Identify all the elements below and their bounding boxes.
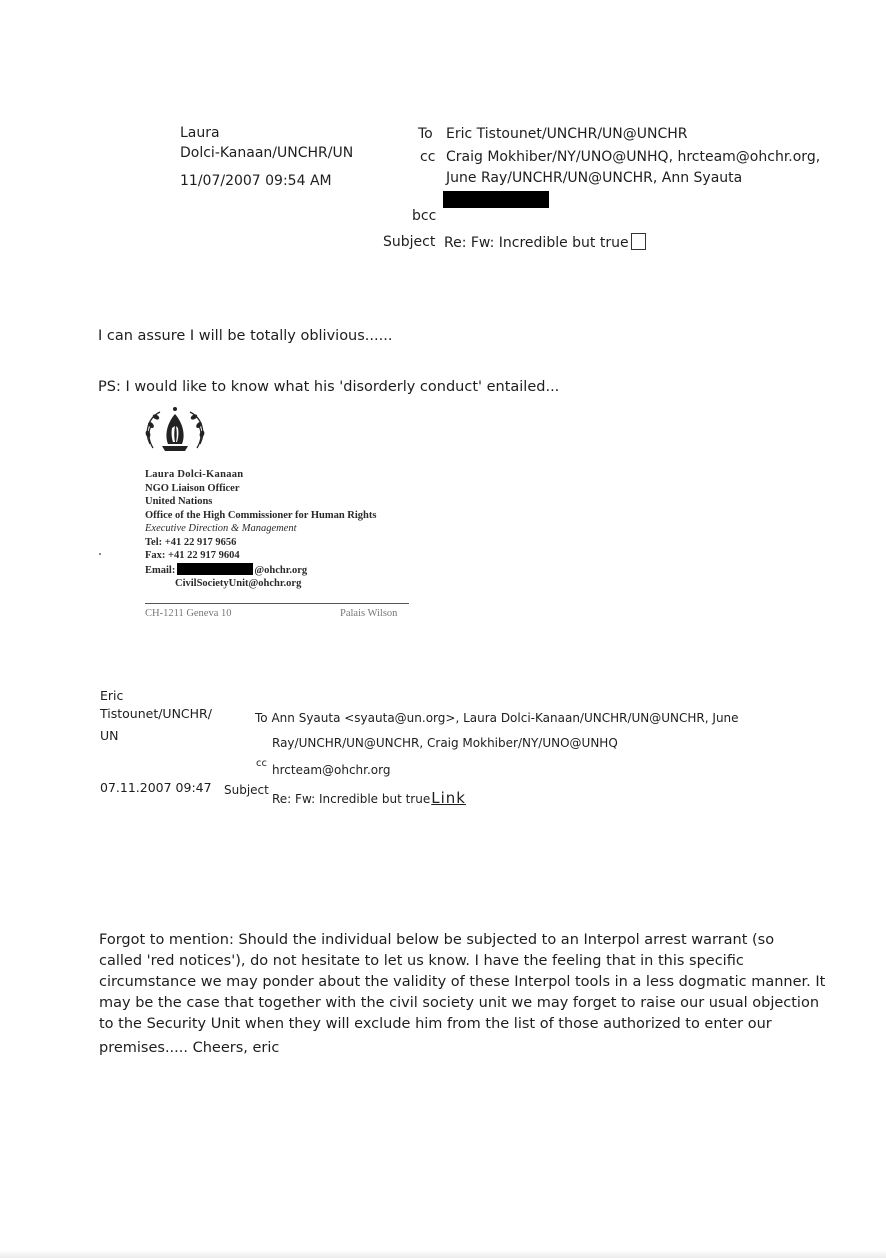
- signature-block: [145, 468, 376, 591]
- attachment-icon[interactable]: [631, 233, 646, 250]
- body2-line5: to the Security Unit when they will exclude him from the list of those authorized to enter our: [99, 1016, 772, 1032]
- subject-value-2: [272, 788, 466, 807]
- body-line-oblivious: I can assure I will be totally oblivious......: [98, 328, 393, 344]
- sent-date: 11/07/2007 09:54 AM: [180, 173, 332, 189]
- sig-tel: Tel: +41 22 917 9656: [145, 536, 237, 548]
- sent-date-2: 07.11.2007 09:47: [100, 780, 212, 795]
- sig-divider: [145, 603, 409, 604]
- to-label: To: [418, 126, 433, 142]
- link-text[interactable]: Link: [431, 789, 466, 807]
- cc-recipients-2: hrcteam@ohchr.org: [272, 763, 391, 777]
- page-speck: [99, 553, 101, 555]
- sig-civil-email: CivilSocietyUnit@ohchr.org: [175, 578, 302, 589]
- sig-fax: Fax: +41 22 917 9604: [145, 550, 240, 561]
- cc-label: cc: [420, 149, 436, 165]
- un-emblem-icon: [142, 404, 208, 456]
- sig-org: United Nations: [145, 496, 213, 507]
- bcc-label: bcc: [412, 208, 437, 224]
- body2-line2: called 'red notices'), do not hesitate to let us know. I have the feeling that in this specific: [99, 953, 744, 969]
- sig-title: NGO Liaison Officer: [145, 482, 240, 494]
- sig-division: Executive Direction & Management: [145, 523, 297, 534]
- sig-email-label: Email:: [145, 564, 176, 576]
- cc-label-2: cc: [256, 758, 267, 769]
- body2-line3: circumstance we may ponder about the validity of these Interpol tools in a less dogmatic manner. It: [99, 974, 826, 990]
- sender-name-line1: Laura: [180, 125, 220, 141]
- sender2-line2: Tistounet/UNCHR/: [100, 706, 212, 721]
- cc-recipients-line1: Craig Mokhiber/NY/UNO@UNHQ, hrcteam@ohchr.org,: [446, 149, 821, 165]
- sender-name-line2: Dolci-Kanaan/UNCHR/UN: [180, 145, 354, 161]
- body2-line4: may be the case that together with the civil society unit we may forget to raise our usual objection: [99, 995, 820, 1011]
- sig-address-right: Palais Wilson: [340, 608, 398, 619]
- sender2-line3: UN: [100, 728, 119, 743]
- subject-label-2: Subject: [224, 783, 269, 797]
- body2-line1: Forgot to mention: Should the individual below be subjected to an Interpol arrest warrant (so: [99, 932, 775, 948]
- page-bottom-edge: [0, 1250, 886, 1258]
- subject-value: [444, 232, 646, 255]
- to-row-2: [255, 711, 739, 725]
- sig-office: Office of the High Commissioner for Human Rights: [145, 509, 377, 521]
- redaction-bar: [177, 563, 253, 575]
- to-recipients-2-line1: Ann Syauta <syauta@un.org>, Laura Dolci-Kanaan/UNCHR/UN@UNCHR, June: [271, 711, 739, 725]
- subject-label: Subject: [383, 234, 436, 250]
- to-label-2: To: [255, 711, 268, 725]
- to-recipients-2-line2: Ray/UNCHR/UN@UNCHR, Craig Mokhiber/NY/UNO@UNHQ: [272, 736, 618, 750]
- sig-email-suffix: @ohchr.org: [254, 564, 308, 576]
- to-recipients: Eric Tistounet/UNCHR/UN@UNCHR: [446, 126, 688, 142]
- body-line-ps: PS: I would like to know what his 'disorderly conduct' entailed...: [98, 379, 560, 395]
- sig-email-row: [145, 563, 376, 578]
- body2-line6: premises..... Cheers, eric: [99, 1040, 280, 1056]
- subject-text-2: Re: Fw: Incredible but true: [272, 792, 431, 806]
- sig-name: Laura Dolci-Kanaan: [145, 469, 244, 480]
- sender2-line1: Eric: [100, 688, 124, 703]
- cc-recipients-line2: June Ray/UNCHR/UN@UNCHR, Ann Syauta: [446, 170, 743, 186]
- sig-address-left: CH-1211 Geneva 10: [145, 608, 232, 619]
- redaction-bar: [443, 191, 549, 208]
- subject-text: Re: Fw: Incredible but true: [444, 235, 629, 251]
